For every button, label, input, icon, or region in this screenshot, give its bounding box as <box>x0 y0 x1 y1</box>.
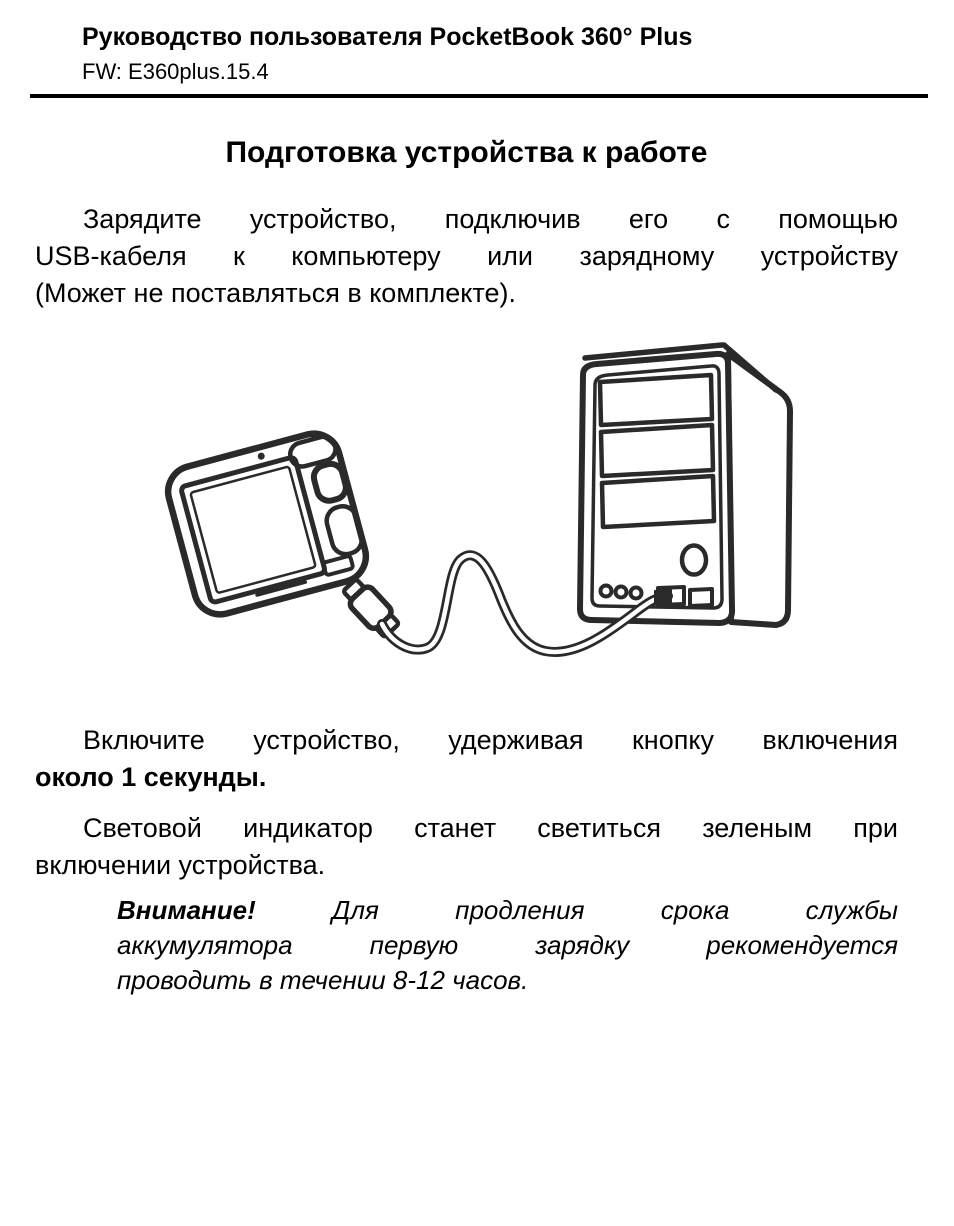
tower-side-panel <box>728 354 790 625</box>
computer-tower-illustration <box>580 345 790 625</box>
text-line: USB-кабеля к компьютеру или зарядному устройству <box>35 241 898 271</box>
document-title: Руководство пользователя PocketBook 360° Plus <box>82 23 693 51</box>
text-line: Зарядите устройство, подключив его с помощью <box>83 204 898 234</box>
text-line: Световой индикатор станет светиться зеленым при <box>83 813 898 843</box>
paragraph-indicator <box>35 810 898 884</box>
header-divider <box>30 94 928 98</box>
text-line: Внимание! Для продления срока службы <box>117 895 898 925</box>
warning-note <box>117 893 898 998</box>
text-line: аккумулятора первую зарядку рекомендуется <box>117 930 898 960</box>
text-line: включении устройства. <box>35 850 326 880</box>
usb-plug-illustration <box>339 576 402 640</box>
section-title: Подготовка устройства к работе <box>225 136 708 169</box>
cable-connector <box>655 590 671 604</box>
text-line: около 1 секунды. <box>35 762 267 792</box>
paragraph-charge <box>35 201 898 312</box>
text-line: проводить в течении 8-12 часов. <box>117 965 529 995</box>
firmware-version: FW: E360plus.15.4 <box>82 59 269 84</box>
text-line: (Может не поставляться в комплекте). <box>35 278 516 308</box>
ereader-illustration <box>162 428 371 620</box>
usb-connection-illustration <box>127 334 827 674</box>
text-line: Включите устройство, удерживая кнопку включения <box>83 725 898 755</box>
paragraph-power-on <box>35 722 898 796</box>
